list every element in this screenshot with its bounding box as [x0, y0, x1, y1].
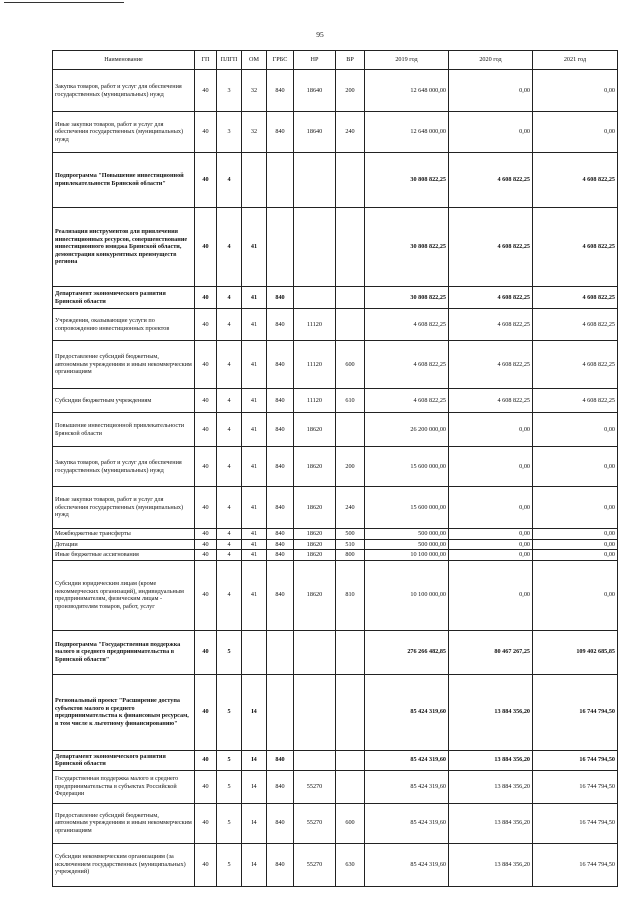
- cell-plgp: 3: [217, 112, 242, 153]
- cell-nr: [294, 208, 336, 287]
- cell-amount-2019: 30 808 822,25: [365, 287, 449, 309]
- cell-nr: 18640: [294, 70, 336, 112]
- cell-om: 32: [242, 112, 267, 153]
- cell-grbs: 840: [267, 112, 294, 153]
- header-gp: ГП: [195, 51, 217, 70]
- cell-plgp: 4: [217, 309, 242, 341]
- cell-grbs: 840: [267, 447, 294, 487]
- cell-grbs: 840: [267, 309, 294, 341]
- cell-vr: 600: [336, 803, 365, 843]
- cell-vr: 800: [336, 550, 365, 561]
- cell-om: 41: [242, 287, 267, 309]
- cell-amount-2019: 10 100 000,00: [365, 560, 449, 630]
- cell-gp: 40: [195, 389, 217, 413]
- cell-name: Дотации: [53, 539, 195, 550]
- table-row: [53, 287, 618, 309]
- cell-amount-2020: 4 608 822,25: [449, 153, 533, 208]
- cell-vr: [336, 770, 365, 803]
- cell-grbs: 840: [267, 287, 294, 309]
- cell-amount-2021: 4 608 822,25: [533, 287, 618, 309]
- header-grbs: ГРБС: [267, 51, 294, 70]
- cell-vr: [336, 153, 365, 208]
- cell-plgp: 5: [217, 630, 242, 674]
- cell-gp: 40: [195, 153, 217, 208]
- cell-gp: 40: [195, 447, 217, 487]
- cell-grbs: 840: [267, 550, 294, 561]
- cell-vr: [336, 309, 365, 341]
- cell-nr: [294, 674, 336, 750]
- cell-amount-2020: 4 608 822,25: [449, 208, 533, 287]
- cell-name: Иные закупки товаров, работ и услуг для обеспечения государственных (муниципальных) нужд: [53, 487, 195, 529]
- header-vr: ВР: [336, 51, 365, 70]
- cell-name: Субсидии юридическим лицам (кроме некоммерческих организаций), индивидуальным предпринимателям, физическим лицам - производителям товаров, работ, услуг: [53, 560, 195, 630]
- table-row: [53, 413, 618, 447]
- header-2019: 2019 год: [365, 51, 449, 70]
- cell-gp: 40: [195, 770, 217, 803]
- cell-amount-2019: 30 808 822,25: [365, 208, 449, 287]
- header-om: ОМ: [242, 51, 267, 70]
- cell-amount-2019: 85 424 319,60: [365, 750, 449, 770]
- cell-vr: [336, 287, 365, 309]
- cell-vr: 240: [336, 112, 365, 153]
- cell-plgp: 4: [217, 153, 242, 208]
- cell-gp: 40: [195, 750, 217, 770]
- cell-vr: 200: [336, 447, 365, 487]
- cell-amount-2020: 4 608 822,25: [449, 309, 533, 341]
- header-nr: НР: [294, 51, 336, 70]
- cell-name: Предоставление субсидий бюджетным, автономным учреждениям и иным некоммерческим организациям: [53, 803, 195, 843]
- table-row: [53, 843, 618, 886]
- cell-plgp: 4: [217, 550, 242, 561]
- cell-amount-2021: 4 608 822,25: [533, 341, 618, 389]
- cell-nr: 18620: [294, 487, 336, 529]
- cell-amount-2019: 26 200 000,00: [365, 413, 449, 447]
- cell-vr: [336, 674, 365, 750]
- page-number: 95: [316, 30, 324, 39]
- cell-amount-2021: 0,00: [533, 413, 618, 447]
- cell-amount-2019: 4 608 822,25: [365, 341, 449, 389]
- cell-amount-2020: 4 608 822,25: [449, 287, 533, 309]
- cell-vr: 600: [336, 341, 365, 389]
- cell-amount-2021: 0,00: [533, 529, 618, 540]
- cell-grbs: [267, 674, 294, 750]
- table-row: [53, 539, 618, 550]
- cell-amount-2019: 276 266 482,85: [365, 630, 449, 674]
- cell-om: [242, 630, 267, 674]
- cell-om: 41: [242, 550, 267, 561]
- cell-vr: 200: [336, 70, 365, 112]
- cell-name: Учреждения, оказывающие услуги по сопровождению инвестиционных проектов: [53, 309, 195, 341]
- cell-om: 41: [242, 529, 267, 540]
- cell-amount-2021: 0,00: [533, 487, 618, 529]
- cell-plgp: 4: [217, 529, 242, 540]
- cell-plgp: 4: [217, 413, 242, 447]
- cell-plgp: 5: [217, 843, 242, 886]
- cell-name: Субсидии бюджетным учреждениям: [53, 389, 195, 413]
- cell-amount-2019: 15 600 000,00: [365, 447, 449, 487]
- cell-amount-2021: 0,00: [533, 560, 618, 630]
- cell-grbs: 840: [267, 389, 294, 413]
- table-row: [53, 389, 618, 413]
- cell-name: Предоставление субсидий бюджетным, автономным учреждениям и иным некоммерческим организациям: [53, 341, 195, 389]
- cell-amount-2020: 0,00: [449, 529, 533, 540]
- cell-plgp: 5: [217, 770, 242, 803]
- header-plgp: ПЛГП: [217, 51, 242, 70]
- header-name: Наименование: [53, 51, 195, 70]
- cell-amount-2021: 0,00: [533, 70, 618, 112]
- header-2021: 2021 год: [533, 51, 618, 70]
- cell-name: Подпрограмма "Государственная поддержка малого и среднего предпринимательства в Брянской области": [53, 630, 195, 674]
- cell-amount-2021: 4 608 822,25: [533, 153, 618, 208]
- table-row: [53, 803, 618, 843]
- cell-plgp: 4: [217, 539, 242, 550]
- top-edge-line: [4, 2, 124, 3]
- cell-nr: 55270: [294, 803, 336, 843]
- cell-grbs: 840: [267, 560, 294, 630]
- cell-name: Государственная поддержка малого и среднего предпринимательства в субъектах Российской Федерации: [53, 770, 195, 803]
- cell-nr: 18620: [294, 539, 336, 550]
- cell-name: Закупка товаров, работ и услуг для обеспечения государственных (муниципальных) нужд: [53, 447, 195, 487]
- table-header-row: [53, 51, 618, 70]
- cell-gp: 40: [195, 112, 217, 153]
- cell-amount-2019: 15 600 000,00: [365, 487, 449, 529]
- cell-amount-2020: 13 884 356,20: [449, 770, 533, 803]
- cell-name: Департамент экономического развития Брянской области: [53, 287, 195, 309]
- cell-amount-2021: 16 744 794,50: [533, 843, 618, 886]
- header-2020: 2020 год: [449, 51, 533, 70]
- cell-nr: 11120: [294, 389, 336, 413]
- table-row: [53, 153, 618, 208]
- cell-nr: 18620: [294, 447, 336, 487]
- cell-gp: 40: [195, 550, 217, 561]
- cell-amount-2019: 85 424 319,60: [365, 770, 449, 803]
- cell-amount-2019: 12 648 000,00: [365, 70, 449, 112]
- cell-om: [242, 153, 267, 208]
- cell-plgp: 4: [217, 341, 242, 389]
- cell-vr: [336, 630, 365, 674]
- cell-amount-2021: 0,00: [533, 447, 618, 487]
- table-row: [53, 550, 618, 561]
- cell-amount-2021: 16 744 794,50: [533, 803, 618, 843]
- cell-amount-2019: 500 000,00: [365, 539, 449, 550]
- cell-vr: 630: [336, 843, 365, 886]
- cell-amount-2020: 4 608 822,25: [449, 341, 533, 389]
- cell-om: 41: [242, 560, 267, 630]
- cell-om: I4: [242, 770, 267, 803]
- cell-gp: 40: [195, 413, 217, 447]
- cell-amount-2020: 0,00: [449, 487, 533, 529]
- cell-amount-2019: 85 424 319,60: [365, 803, 449, 843]
- cell-amount-2020: 13 884 356,20: [449, 843, 533, 886]
- table-row: [53, 112, 618, 153]
- cell-name: Субсидии некоммерческим организациям (за исключением государственных (муниципальных) учреждений): [53, 843, 195, 886]
- table-row: [53, 674, 618, 750]
- cell-name: Повышение инвестиционной привлекательности Брянской области: [53, 413, 195, 447]
- cell-amount-2021: 0,00: [533, 550, 618, 561]
- cell-nr: 55270: [294, 843, 336, 886]
- cell-om: 41: [242, 413, 267, 447]
- cell-grbs: 840: [267, 770, 294, 803]
- cell-grbs: 840: [267, 341, 294, 389]
- table-row: [53, 70, 618, 112]
- cell-amount-2021: 4 608 822,25: [533, 208, 618, 287]
- table-row: [53, 630, 618, 674]
- cell-grbs: 840: [267, 413, 294, 447]
- cell-nr: 11120: [294, 309, 336, 341]
- table-row: [53, 309, 618, 341]
- cell-amount-2021: 4 608 822,25: [533, 309, 618, 341]
- cell-amount-2020: 0,00: [449, 539, 533, 550]
- budget-table: [52, 50, 618, 887]
- cell-plgp: 4: [217, 560, 242, 630]
- cell-gp: 40: [195, 803, 217, 843]
- cell-plgp: 5: [217, 674, 242, 750]
- table-row: [53, 770, 618, 803]
- cell-vr: 240: [336, 487, 365, 529]
- cell-gp: 40: [195, 674, 217, 750]
- table-row: [53, 447, 618, 487]
- cell-om: I4: [242, 803, 267, 843]
- cell-gp: 40: [195, 70, 217, 112]
- cell-om: 41: [242, 447, 267, 487]
- cell-amount-2020: 0,00: [449, 112, 533, 153]
- cell-amount-2021: 0,00: [533, 539, 618, 550]
- cell-amount-2020: 80 467 267,25: [449, 630, 533, 674]
- cell-name: Закупка товаров, работ и услуг для обеспечения государственных (муниципальных) нужд: [53, 70, 195, 112]
- cell-plgp: 5: [217, 750, 242, 770]
- cell-name: Подпрограмма "Повышение инвестиционной привлекательности Брянской области": [53, 153, 195, 208]
- cell-nr: [294, 750, 336, 770]
- cell-vr: 610: [336, 389, 365, 413]
- cell-grbs: 840: [267, 529, 294, 540]
- cell-gp: 40: [195, 208, 217, 287]
- cell-amount-2019: 10 100 000,00: [365, 550, 449, 561]
- cell-amount-2021: 109 402 685,85: [533, 630, 618, 674]
- cell-nr: [294, 153, 336, 208]
- table-body: [53, 70, 618, 887]
- cell-name: Региональный проект "Расширение доступа субъектов малого и среднего предпринимательства к финансовым ресурсам, в том числе к льготному финансированию": [53, 674, 195, 750]
- cell-amount-2020: 13 884 356,20: [449, 750, 533, 770]
- cell-amount-2021: 16 744 794,50: [533, 750, 618, 770]
- cell-vr: [336, 208, 365, 287]
- cell-om: 41: [242, 208, 267, 287]
- cell-om: I4: [242, 750, 267, 770]
- cell-om: 41: [242, 309, 267, 341]
- cell-name: Иные бюджетные ассигнования: [53, 550, 195, 561]
- cell-gp: 40: [195, 529, 217, 540]
- cell-nr: 18620: [294, 550, 336, 561]
- cell-gp: 40: [195, 341, 217, 389]
- cell-grbs: 840: [267, 539, 294, 550]
- cell-plgp: 4: [217, 389, 242, 413]
- table-row: [53, 750, 618, 770]
- cell-plgp: 4: [217, 287, 242, 309]
- cell-grbs: 840: [267, 803, 294, 843]
- cell-gp: 40: [195, 630, 217, 674]
- cell-amount-2021: 16 744 794,50: [533, 770, 618, 803]
- cell-amount-2019: 12 648 000,00: [365, 112, 449, 153]
- cell-nr: 18620: [294, 529, 336, 540]
- cell-om: I4: [242, 843, 267, 886]
- table-row: [53, 341, 618, 389]
- cell-plgp: 4: [217, 208, 242, 287]
- cell-amount-2019: 85 424 319,60: [365, 674, 449, 750]
- cell-amount-2019: 4 608 822,25: [365, 389, 449, 413]
- cell-nr: 18620: [294, 413, 336, 447]
- table-row: [53, 487, 618, 529]
- cell-name: Департамент экономического развития Брянской области: [53, 750, 195, 770]
- cell-amount-2020: 0,00: [449, 550, 533, 561]
- cell-grbs: 840: [267, 487, 294, 529]
- table-row: [53, 560, 618, 630]
- cell-grbs: [267, 153, 294, 208]
- cell-nr: [294, 630, 336, 674]
- cell-name: Межбюджетные трансферты: [53, 529, 195, 540]
- cell-amount-2021: 4 608 822,25: [533, 389, 618, 413]
- cell-om: 41: [242, 539, 267, 550]
- cell-vr: [336, 750, 365, 770]
- cell-gp: 40: [195, 539, 217, 550]
- cell-grbs: 840: [267, 843, 294, 886]
- cell-plgp: 4: [217, 447, 242, 487]
- cell-vr: 510: [336, 539, 365, 550]
- cell-amount-2019: 30 808 822,25: [365, 153, 449, 208]
- cell-vr: 500: [336, 529, 365, 540]
- cell-nr: 18640: [294, 112, 336, 153]
- cell-om: 41: [242, 389, 267, 413]
- cell-nr: 55270: [294, 770, 336, 803]
- cell-plgp: 3: [217, 70, 242, 112]
- table-row: [53, 208, 618, 287]
- cell-om: 32: [242, 70, 267, 112]
- table-row: [53, 529, 618, 540]
- cell-amount-2021: 0,00: [533, 112, 618, 153]
- cell-plgp: 4: [217, 487, 242, 529]
- cell-name: Иные закупки товаров, работ и услуг для обеспечения государственных (муниципальных) нужд: [53, 112, 195, 153]
- cell-amount-2019: 85 424 319,60: [365, 843, 449, 886]
- cell-om: 41: [242, 341, 267, 389]
- cell-grbs: 840: [267, 750, 294, 770]
- cell-grbs: [267, 630, 294, 674]
- cell-gp: 40: [195, 487, 217, 529]
- cell-amount-2021: 16 744 794,50: [533, 674, 618, 750]
- cell-amount-2020: 13 884 356,20: [449, 803, 533, 843]
- cell-gp: 40: [195, 309, 217, 341]
- cell-gp: 40: [195, 843, 217, 886]
- cell-amount-2019: 4 608 822,25: [365, 309, 449, 341]
- cell-grbs: [267, 208, 294, 287]
- cell-grbs: 840: [267, 70, 294, 112]
- cell-amount-2020: 0,00: [449, 560, 533, 630]
- cell-vr: [336, 413, 365, 447]
- cell-amount-2020: 13 884 356,20: [449, 674, 533, 750]
- cell-plgp: 5: [217, 803, 242, 843]
- cell-nr: 11120: [294, 341, 336, 389]
- cell-amount-2020: 0,00: [449, 70, 533, 112]
- cell-vr: 810: [336, 560, 365, 630]
- cell-amount-2020: 0,00: [449, 413, 533, 447]
- cell-nr: [294, 287, 336, 309]
- cell-gp: 40: [195, 287, 217, 309]
- cell-amount-2019: 500 000,00: [365, 529, 449, 540]
- cell-nr: 18620: [294, 560, 336, 630]
- cell-om: I4: [242, 674, 267, 750]
- cell-om: 41: [242, 487, 267, 529]
- cell-gp: 40: [195, 560, 217, 630]
- cell-name: Реализация инструментов для привлечения инвестиционных ресурсов, совершенствование инвестиционного имиджа Брянской области, демонстрация конкурентных преимуществ региона: [53, 208, 195, 287]
- cell-amount-2020: 4 608 822,25: [449, 389, 533, 413]
- cell-amount-2020: 0,00: [449, 447, 533, 487]
